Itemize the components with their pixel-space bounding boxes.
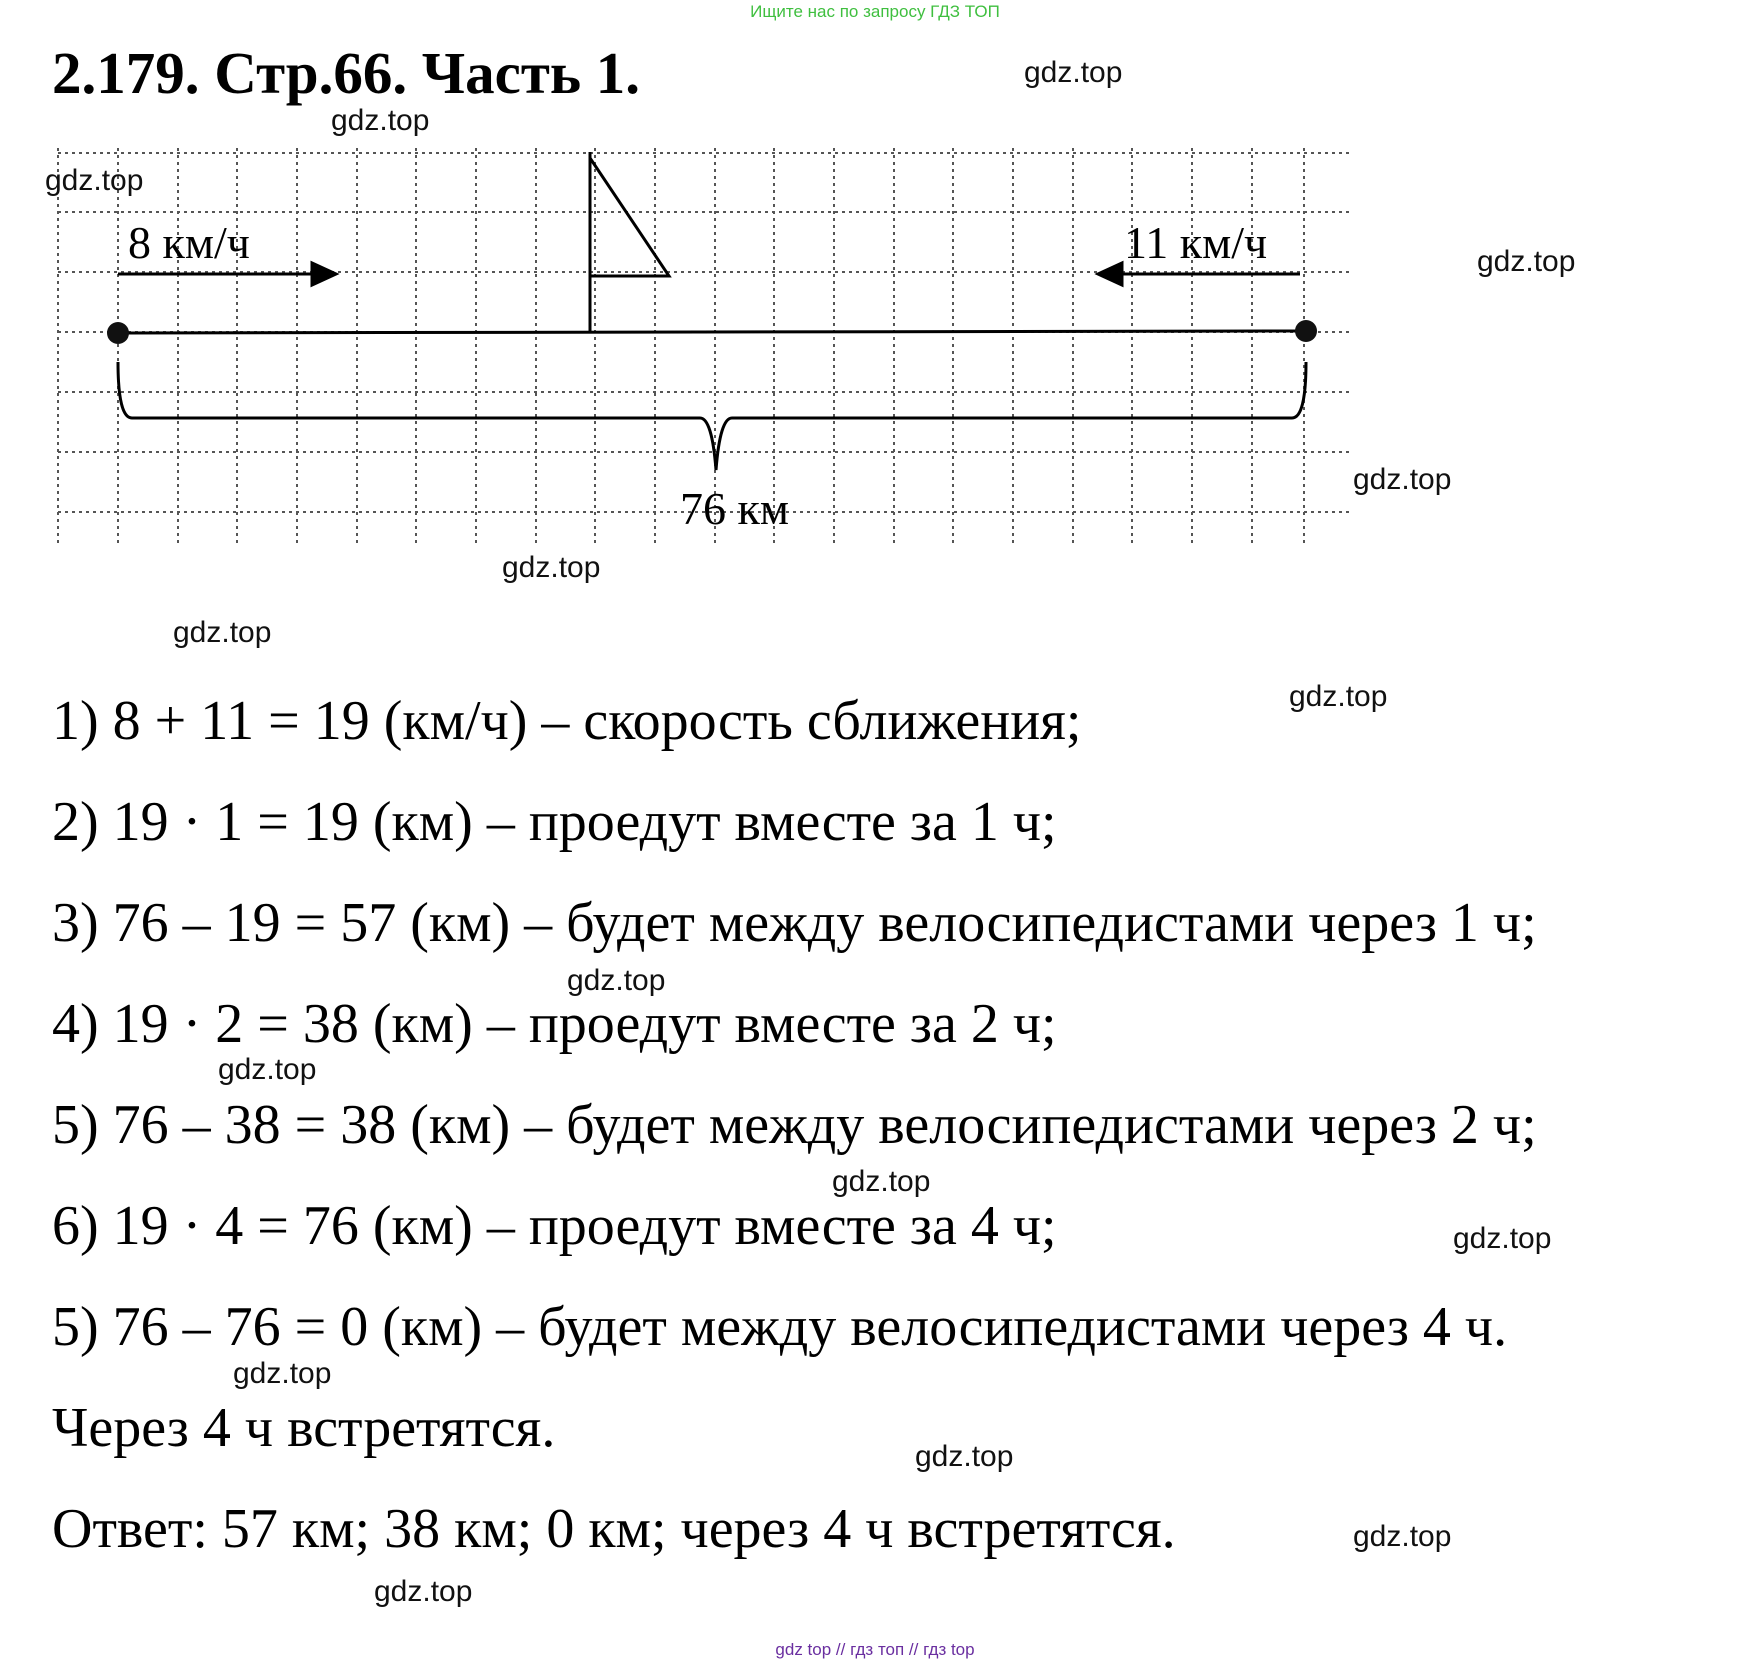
- watermark: gdz.top: [1477, 245, 1576, 278]
- watermark: gdz.top: [1353, 1520, 1452, 1553]
- page-title: 2.179. Стр.66. Часть 1.: [52, 40, 641, 106]
- solution-step-4: 4) 19 · 2 = 38 (км) – проедут вместе за 2 ч;: [52, 993, 1057, 1055]
- solution-step-3: 3) 76 – 19 = 57 (км) – будет между велосипедистами через 1 ч;: [52, 892, 1537, 954]
- watermark: gdz.top: [1289, 680, 1388, 713]
- solution-step-7: 5) 76 – 76 = 0 (км) – будет между велосипедистами через 4 ч.: [52, 1296, 1508, 1358]
- left-speed-label: 8 км/ч: [128, 217, 250, 268]
- watermark: gdz.top: [567, 964, 666, 997]
- footer-links: gdz top // гдз топ // гдз top: [775, 1640, 975, 1659]
- watermark: gdz.top: [1353, 463, 1452, 496]
- header-note: Ищите нас по запросу ГДЗ ТОП: [750, 2, 1000, 21]
- watermark: gdz.top: [173, 616, 272, 649]
- conclusion: Через 4 ч встретятся.: [52, 1397, 556, 1459]
- watermark: gdz.top: [502, 551, 601, 584]
- watermark: gdz.top: [45, 164, 144, 197]
- left-start-point: [107, 322, 129, 344]
- watermark: gdz.top: [331, 104, 430, 137]
- distance-label: 76 км: [680, 483, 789, 534]
- road-line: [118, 331, 1306, 333]
- meeting-flag: [590, 152, 669, 333]
- right-start-point: [1295, 320, 1317, 342]
- watermark: gdz.top: [1024, 56, 1123, 89]
- right-speed-label: 11 км/ч: [1124, 217, 1268, 268]
- watermark: gdz.top: [915, 1440, 1014, 1473]
- watermark: gdz.top: [374, 1575, 473, 1608]
- motion-diagram: [0, 0, 1750, 560]
- solution-step-5: 5) 76 – 38 = 38 (км) – будет между велосипедистами через 2 ч;: [52, 1094, 1537, 1156]
- watermark: gdz.top: [1453, 1222, 1552, 1255]
- solution-step-2: 2) 19 · 1 = 19 (км) – проедут вместе за 1 ч;: [52, 791, 1057, 853]
- watermark: gdz.top: [233, 1357, 332, 1390]
- watermark: gdz.top: [832, 1165, 931, 1198]
- watermark: gdz.top: [218, 1053, 317, 1086]
- solution-step-1: 1) 8 + 11 = 19 (км/ч) – скорость сближения;: [52, 690, 1082, 752]
- solution-step-6: 6) 19 · 4 = 76 (км) – проедут вместе за 4 ч;: [52, 1195, 1057, 1257]
- answer: Ответ: 57 км; 38 км; 0 км; через 4 ч встретятся.: [52, 1498, 1176, 1560]
